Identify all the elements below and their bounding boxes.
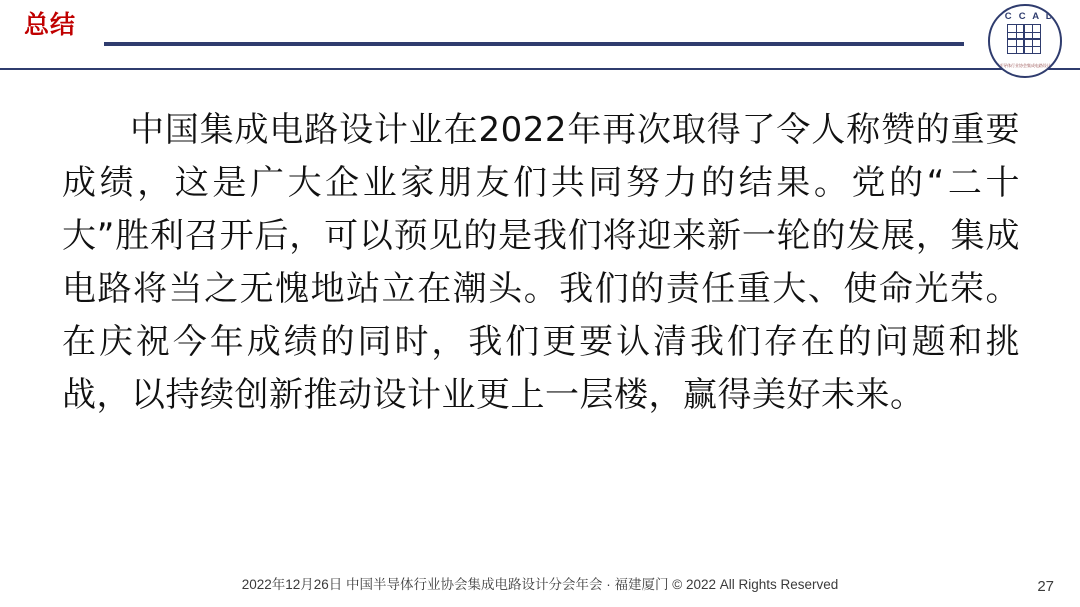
logo-subtitle: 中国半导体行业协会集成电路设计分会 <box>991 63 1059 68</box>
logo-grid-line <box>1008 46 1040 47</box>
logo-letters: I C C A D <box>995 11 1055 22</box>
title-divider-thick <box>104 42 964 46</box>
logo-grid-line <box>1016 25 1017 53</box>
slide-body-text: 中国集成电路设计业在2022年再次取得了令人称赞的重要成绩，这是广大企业家朋友们共同努力的结果。党的“二十大”胜利召开后，可以预见的是我们将迎来新一轮的发展，集成电路将当之无愧地站立在潮头。我们的责任重大、使命光荣。在庆祝今年成绩的同时，我们更要认清我们存在的问题和挑战，以持续创新推动设计业更上一层楼，赢得美好未来。 <box>62 110 1020 415</box>
iccad-logo <box>988 4 1062 78</box>
title-divider-thin <box>0 68 1080 70</box>
logo-grid-icon <box>1007 24 1041 54</box>
page-number: 27 <box>1037 578 1054 595</box>
logo-grid-line <box>1032 25 1033 53</box>
logo-inner <box>988 4 1062 78</box>
footer-text: 2022年12月26日 中国半导体行业协会集成电路设计分会年会 · 福建厦门 © 2022 All Rights Reserved <box>241 577 839 592</box>
page-title: 总结 <box>24 11 77 39</box>
logo-grid-line <box>1008 32 1040 33</box>
